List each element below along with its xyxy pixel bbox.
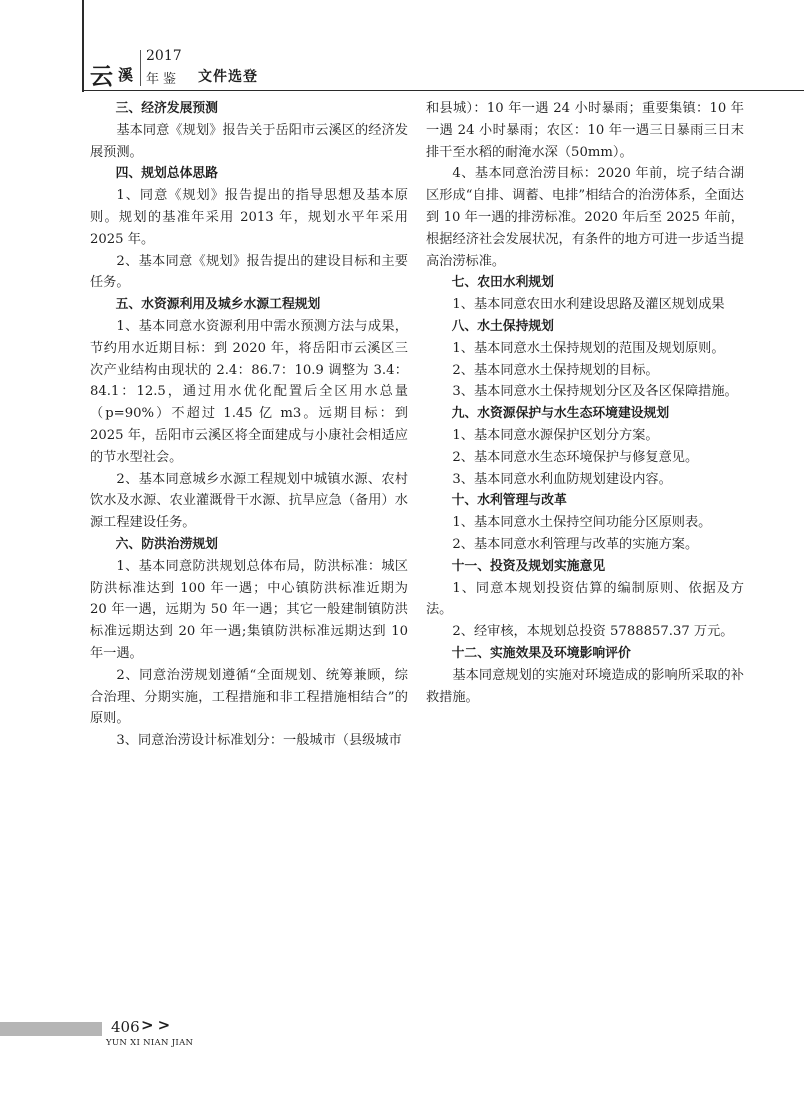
body-paragraph: 1、基本同意水土保持规划的范围及规划原则。 (452, 340, 725, 356)
section-heading: 四、规划总体思路 (115, 166, 218, 182)
section-heading: 五、水资源利用及城乡水源工程规划 (115, 297, 321, 313)
section-heading: 十、水利管理与改革 (451, 493, 567, 509)
section-heading: 八、水土保持规划 (451, 318, 554, 334)
header-separator (140, 50, 141, 86)
body-paragraph: 1、基本同意水源保护区划分方案。 (452, 427, 659, 443)
body-paragraph: 2、同意治涝规划遵循“全面规划、统筹兼顾，综合治理、分期实施，工程措施和非工程措施相结合”的原则。 (90, 667, 408, 727)
body-paragraph: 3、基本同意水利血防规划建设内容。 (452, 471, 672, 487)
section-heading: 三、经济发展预测 (115, 101, 218, 116)
body-paragraph: 1、基本同意防洪规划总体布局，防洪标准：城区防洪标准达到 100 年一遇；中心镇防洪标准近期为 20 年一遇，远期为 50 年一遇；其它一般建制镇防洪标准远期达到 20 年一遇;集镇防洪标准远期达到 10 年一遇。 (90, 558, 408, 661)
body-paragraph: 1、基本同意水土保持空间功能分区原则表。 (452, 515, 712, 531)
header-logo-yun: 云 (90, 63, 113, 90)
body-paragraph: 基本同意规划的实施对环境造成的影响所采取的补救措施。 (426, 667, 744, 705)
header-nianjian: 年鉴 (146, 72, 181, 87)
body-paragraph: 2、基本同意水土保持规划的目标。 (452, 362, 659, 378)
footer-arrows: >> (141, 1016, 175, 1034)
body-paragraph: 1、基本同意水资源利用中需水预测方法与成果，节约用水近期目标：到 2020 年，将岳阳市云溪区三次产业结构由现状的 2.4：86.7：10.9 调整为 3.4：84.1：12.5，通过用水优化配置后全区用水总量（p=90%）不超过 1.45 亿 m3。远期目标：到 2025 年，岳阳市云溪区将全面建成与小康社会相适应的节水型社会。 (90, 318, 408, 465)
section-heading: 九、水资源保护与水生态环境建设规划 (451, 406, 670, 422)
body-paragraph: 和县城）：10 年一遇 24 小时暴雨；重要集镇：10 年一遇 24 小时暴雨；农区：10 年一遇三日暴雨三日末排干至水稻的耐淹水深（50mm）。 (426, 101, 744, 160)
body-paragraph: 基本同意《规划》报告关于岳阳市云溪区的经济发展预测。 (90, 122, 408, 160)
section-heading: 十二、实施效果及环境影响评价 (451, 645, 631, 661)
left-text-column (90, 98, 408, 752)
body-paragraph: 3、同意治涝设计标准划分：一般城市（县级城市 (116, 733, 402, 749)
section-heading: 六、防洪治涝规划 (115, 536, 218, 552)
body-paragraph: 1、基本同意农田水利建设思路及灌区规划成果 (452, 297, 725, 313)
body-paragraph: 2、基本同意水生态环境保护与修复意见。 (452, 449, 699, 465)
page-number: 406 (111, 1018, 140, 1036)
footer-publication-name: YUN XI NIAN JIAN (106, 1038, 194, 1048)
header-section-title: 文件选登 (198, 69, 258, 85)
right-text-column (426, 98, 744, 708)
body-paragraph: 2、基本同意水利管理与改革的实施方案。 (452, 536, 699, 552)
header-logo-xi: 溪 (118, 66, 134, 84)
body-paragraph: 3、基本同意水土保持规划分区及各区保障措施。 (452, 384, 738, 400)
section-heading: 十一、投资及规划实施意见 (451, 558, 606, 574)
body-paragraph: 2、基本同意《规划》报告提出的建设目标和主要任务。 (90, 253, 408, 291)
body-paragraph: 2、基本同意城乡水源工程规划中城镇水源、农村饮水及水源、农业灌溉骨干水源、抗旱应急（备用）水源工程建设任务。 (90, 471, 408, 531)
body-paragraph: 1、同意本规划投资估算的编制原则、依据及方法。 (426, 580, 744, 618)
body-paragraph: 1、同意《规划》报告提出的指导思想及基本原则。规划的基准年采用 2013 年，规划水平年采用 2025 年。 (90, 188, 408, 247)
header-vertical-rule (82, 0, 84, 92)
footer-bar (0, 1022, 102, 1036)
header-year: 2017 (146, 48, 182, 64)
header-horizontal-rule (82, 90, 804, 91)
body-paragraph: 2、经审核，本规划总投资 5788857.37 万元。 (452, 624, 734, 640)
section-heading: 七、农田水利规划 (451, 275, 554, 291)
body-paragraph: 4、基本同意治涝目标：2020 年前，垸子结合湖区形成“自排、调蓄、电排”相结合的治涝体系，全面达到 10 年一遇的排涝标准。2020 年后至 2025 年前，根据经济社会发展状况，有条件的地方可进一步适当提高治涝标准。 (426, 166, 744, 269)
